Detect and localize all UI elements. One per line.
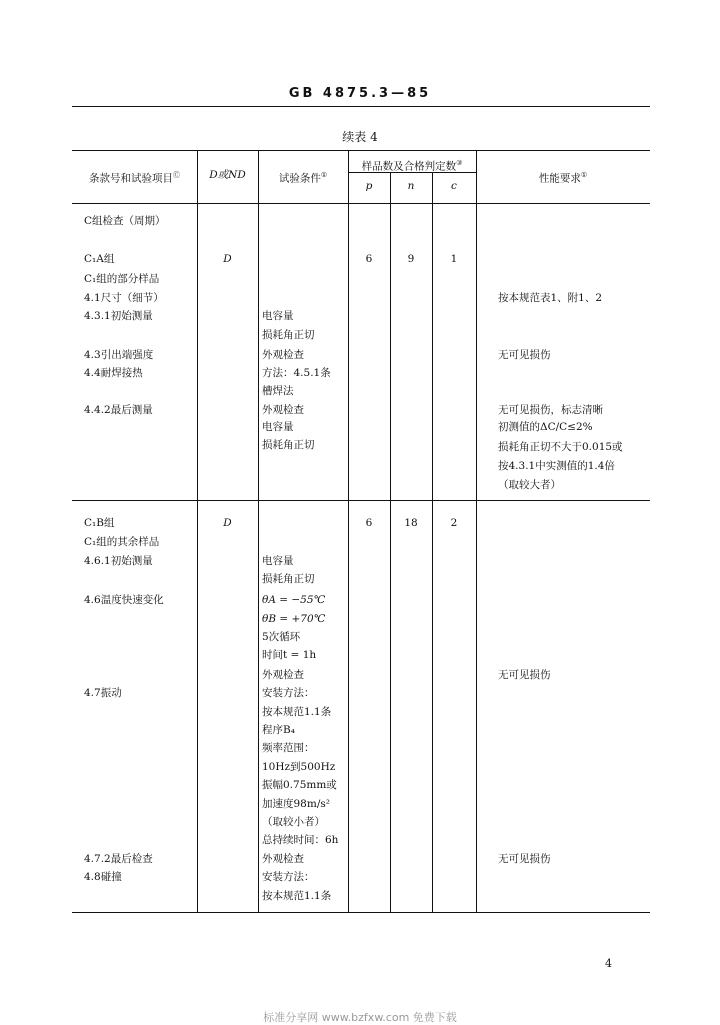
table-caption: 续表 4 bbox=[342, 130, 378, 144]
c1b-item: 4.6.1初始测量 bbox=[84, 555, 153, 567]
c1a-item: 4.4耐焊接热 bbox=[84, 367, 143, 379]
header-rule bbox=[72, 106, 650, 107]
col-divider bbox=[476, 150, 477, 912]
c1b-item: 4.7.2最后检查 bbox=[84, 853, 153, 865]
c1a-n: 9 bbox=[407, 253, 415, 265]
c1a-condition: 损耗角正切 bbox=[262, 439, 315, 451]
c1a-item: 4.1尺寸（细节） bbox=[84, 292, 164, 304]
c1a-c: 1 bbox=[450, 253, 458, 265]
c1b-condition: （取较小者） bbox=[262, 816, 325, 828]
col-header-n: n bbox=[407, 180, 415, 192]
c1a-requirement: 按4.3.1中实测值的1.4倍 bbox=[498, 460, 615, 472]
col-header-requirements: 性能要求① bbox=[538, 171, 588, 185]
col-header-samples: 样品数及合格判定数③ bbox=[361, 159, 463, 173]
group-separator-rule bbox=[72, 500, 650, 501]
c1a-condition: 外观检查 bbox=[262, 404, 304, 416]
c1a-condition: 外观检查 bbox=[262, 349, 304, 361]
c1a-condition: 电容量 bbox=[262, 421, 294, 433]
watermark: 标准分享网 www.bzfxw.com 免费下载 bbox=[263, 1011, 457, 1024]
c1a-item: 4.3引出端强度 bbox=[84, 349, 154, 361]
c1a-item: 4.3.1初始测量 bbox=[84, 310, 153, 322]
c1b-condition: θA = −55℃ bbox=[262, 594, 326, 606]
standard-header: GB 4875.3—85 bbox=[288, 86, 432, 101]
c1a-requirement: 按本规范表1、附1、2 bbox=[498, 292, 603, 304]
c1a-item: C₁组的部分样品 bbox=[84, 273, 160, 285]
c1b-dnd: D bbox=[223, 517, 232, 529]
col-divider bbox=[390, 172, 391, 912]
c1b-requirement: 无可见损伤 bbox=[498, 669, 551, 681]
c1b-condition: 按本规范1.1条 bbox=[262, 706, 332, 718]
c1b-condition: 安装方法： bbox=[262, 687, 315, 699]
c1b-p: 6 bbox=[365, 517, 373, 529]
c1a-requirement: 无可见损伤，标志清晰 bbox=[498, 404, 603, 416]
c1b-condition: 振幅0.75mm或 bbox=[262, 779, 337, 791]
col-header-item: 条款号和试验项目Ⓒ bbox=[89, 171, 180, 185]
page-number: 4 bbox=[605, 957, 612, 970]
c1a-requirement: （取较大者） bbox=[498, 479, 561, 491]
c-group-title: C组检查（周期） bbox=[84, 215, 166, 227]
table-bottom-rule bbox=[72, 912, 650, 913]
c1a-condition: 槽焊法 bbox=[262, 385, 294, 397]
c1b-c: 2 bbox=[450, 517, 458, 529]
col-divider bbox=[432, 172, 433, 912]
c1b-condition: 外观检查 bbox=[262, 853, 304, 865]
c1a-dnd: D bbox=[223, 253, 232, 265]
c1b-condition: 程序B₄ bbox=[262, 724, 295, 736]
col-header-conditions: 试验条件① bbox=[278, 171, 328, 185]
c1b-condition: 加速度98m/s² bbox=[262, 798, 330, 810]
c1a-condition: 电容量 bbox=[262, 310, 294, 322]
c1b-condition: 10Hz到500Hz bbox=[262, 761, 336, 773]
c1a-requirement: 初测值的ΔC/C≤2% bbox=[498, 421, 593, 433]
c1b-condition: 按本规范1.1条 bbox=[262, 890, 332, 902]
c1b-condition: 外观检查 bbox=[262, 669, 304, 681]
c1a-item: C₁A组 bbox=[84, 253, 115, 265]
c1a-requirement: 损耗角正切不大于0.015或 bbox=[498, 441, 623, 453]
c1b-item: 4.6温度快速变化 bbox=[84, 594, 164, 606]
c1b-item: 4.7振动 bbox=[84, 687, 122, 699]
col-header-p: p bbox=[365, 180, 373, 192]
c1b-condition: 总持续时间：6h bbox=[262, 834, 339, 846]
c1b-item: C₁B组 bbox=[84, 517, 115, 529]
c1b-condition: 电容量 bbox=[262, 555, 294, 567]
c1a-requirement: 无可见损伤 bbox=[498, 349, 551, 361]
c1b-condition: 损耗角正切 bbox=[262, 573, 315, 585]
c1a-condition: 损耗角正切 bbox=[262, 329, 315, 341]
c1b-requirement: 无可见损伤 bbox=[498, 853, 551, 865]
c1b-item: C₁组的其余样品 bbox=[84, 536, 160, 548]
c1b-n: 18 bbox=[404, 517, 418, 529]
c1b-item: 4.8碰撞 bbox=[84, 871, 122, 883]
col-divider bbox=[258, 150, 259, 912]
c1b-condition: 安装方法： bbox=[262, 871, 315, 883]
table-top-rule bbox=[72, 150, 650, 151]
c1b-condition: 频率范围： bbox=[262, 742, 315, 754]
col-header-dnd: D或ND bbox=[209, 169, 246, 181]
c1a-p: 6 bbox=[365, 253, 373, 265]
c1b-condition: 时间t = 1h bbox=[262, 649, 317, 661]
header-bottom-rule bbox=[72, 203, 650, 204]
c1b-condition: θB = +70℃ bbox=[262, 613, 326, 625]
c1a-item: 4.4.2最后测量 bbox=[84, 404, 153, 416]
col-header-c: c bbox=[451, 180, 457, 192]
c1a-condition: 方法：4.5.1条 bbox=[262, 367, 331, 379]
c1b-condition: 5次循环 bbox=[262, 631, 301, 643]
